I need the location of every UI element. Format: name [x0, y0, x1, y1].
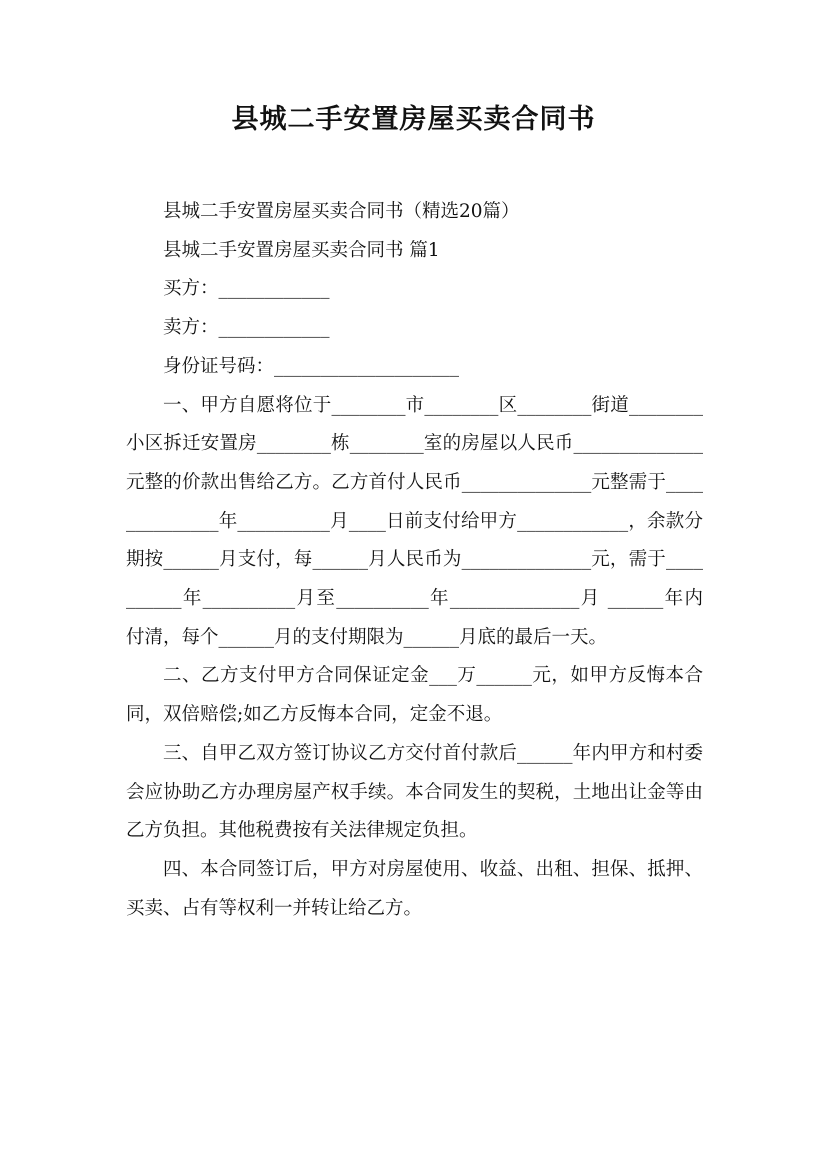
- buyer-field: 买方：____________: [163, 278, 330, 300]
- document-title: 县城二手安置房屋买卖合同书: [231, 104, 596, 135]
- clause-3-title-transfer: 三、自甲乙双方签订协议乙方交付首付款后______年内甲方和村委会应协助乙方办理房屋产权手续。本合同发生的契税，土地出让金等由乙方负担。其他税费按有关法律规定负担。: [126, 742, 703, 842]
- clause-2-deposit: 二、乙方支付甲方合同保证定金___万______元，如甲方反悔本合同，双倍赔偿;如乙方反悔本合同，定金不退。: [126, 665, 703, 726]
- id-number-field: 身份证号码：____________________: [163, 355, 460, 377]
- clause-1-payment: 一、甲方自愿将位于________市________区________街道________小区拆迁安置房________栋________室的房屋以人民币______________元整的价款出售给乙方。乙方首付人民币______________元整需于______________年__________月____日前支付给甲方____________，余款分期按______月支付，每______月人民币为______________元，需于__________年__________月至__________年______________月 ______年内付清，每个______月的支付期限为______月底的最后一天。: [126, 394, 703, 648]
- clause-4-rights-transfer: 四、本合同签订后，甲方对房屋使用、收益、出租、担保、抵押、买卖、占有等权利一并转让给乙方。: [126, 858, 703, 919]
- section-heading: 县城二手安置房屋买卖合同书 篇1: [163, 239, 440, 261]
- document-subtitle: 县城二手安置房屋买卖合同书（精选20篇）: [163, 201, 520, 222]
- seller-field: 卖方：____________: [163, 317, 330, 339]
- document-body: [126, 193, 703, 928]
